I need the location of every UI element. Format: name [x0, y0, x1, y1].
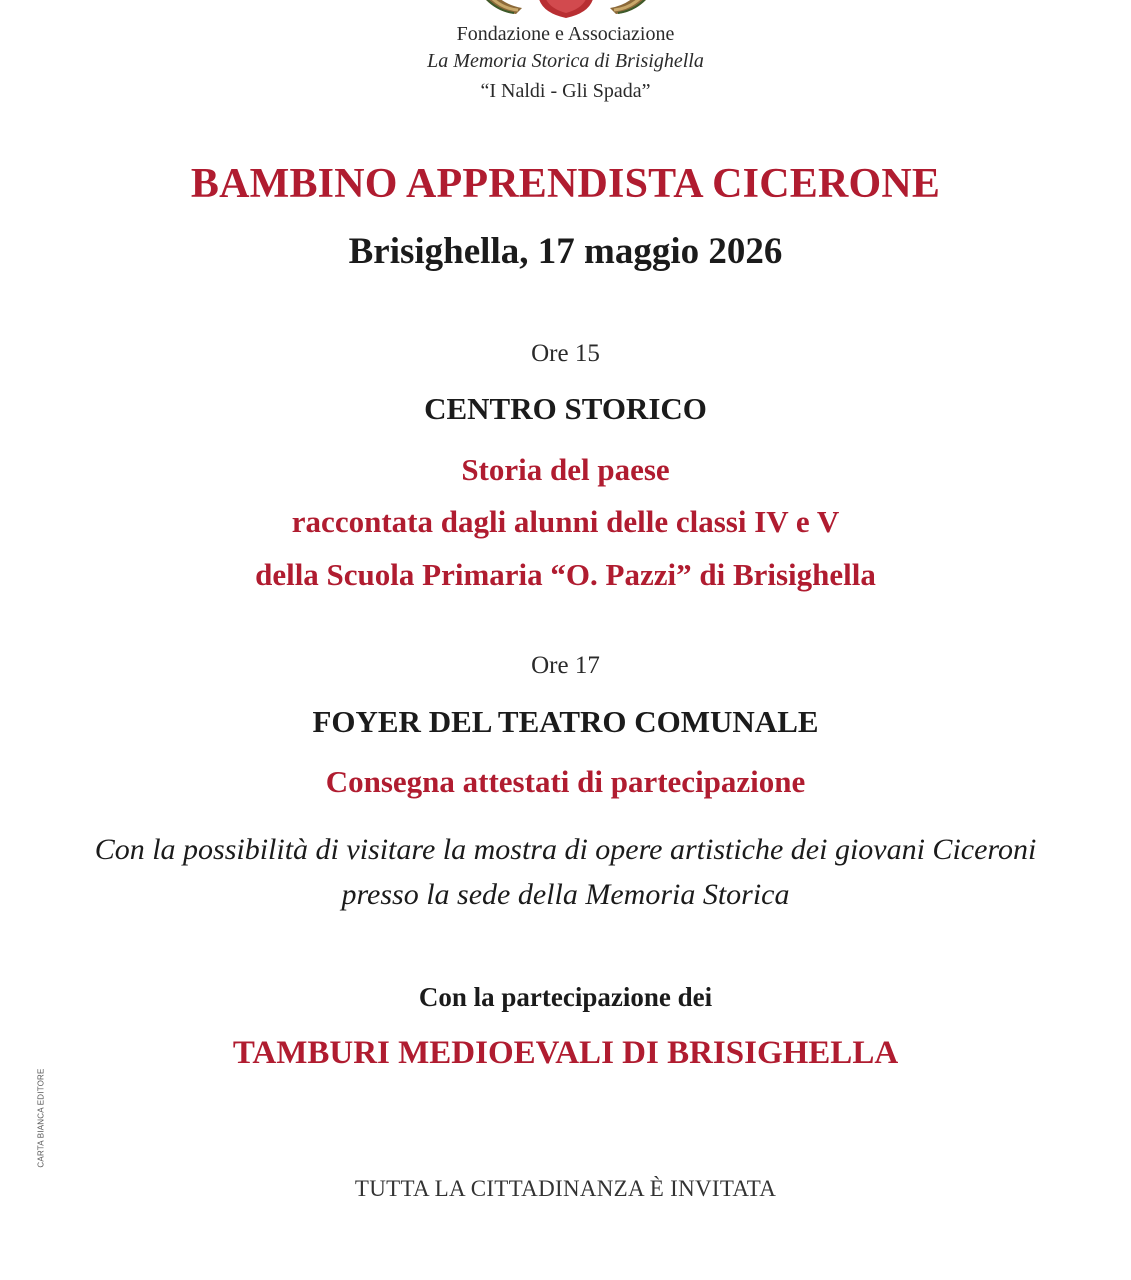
participation-intro: Con la partecipazione dei: [418, 982, 713, 1012]
coat-of-arms-emblem-icon: [468, 0, 664, 18]
exhibition-note-line-2: presso la sede della Memoria Storica: [341, 878, 790, 911]
session2-location: FOYER DEL TEATRO COMUNALE: [312, 704, 819, 739]
session2-time: Ore 17: [531, 652, 600, 679]
event-place-date: Brisighella, 17 maggio 2026: [348, 231, 783, 272]
session1-description-line-3: della Scuola Primaria “O. Pazzi” di Brisighella: [255, 557, 876, 592]
organization-line-2: La Memoria Storica di Brisighella: [427, 50, 704, 72]
organization-line-3: “I Naldi - Gli Spada”: [480, 80, 651, 102]
participation-group: TAMBURI MEDIOEVALI DI BRISIGHELLA: [232, 1035, 899, 1071]
publisher-credit: CARTA BIANCA EDITORE: [36, 1068, 46, 1168]
session1-location: CENTRO STORICO: [424, 391, 707, 426]
session1-time: Ore 15: [531, 340, 600, 367]
session1-description-line-2: raccontata dagli alunni delle classi IV e V: [291, 504, 840, 539]
event-title: BAMBINO APPRENDISTA CICERONE: [190, 161, 941, 207]
session1-description-line-1: Storia del paese: [461, 452, 670, 487]
exhibition-note-line-1: Con la possibilità di visitare la mostra di opere artistiche dei giovani Ciceroni: [94, 833, 1037, 866]
organization-line-1: Fondazione e Associazione: [456, 23, 675, 45]
session2-description: Consegna attestati di partecipazione: [325, 764, 806, 799]
invitation-footer: TUTTA LA CITTADINANZA È INVITATA: [354, 1176, 777, 1201]
